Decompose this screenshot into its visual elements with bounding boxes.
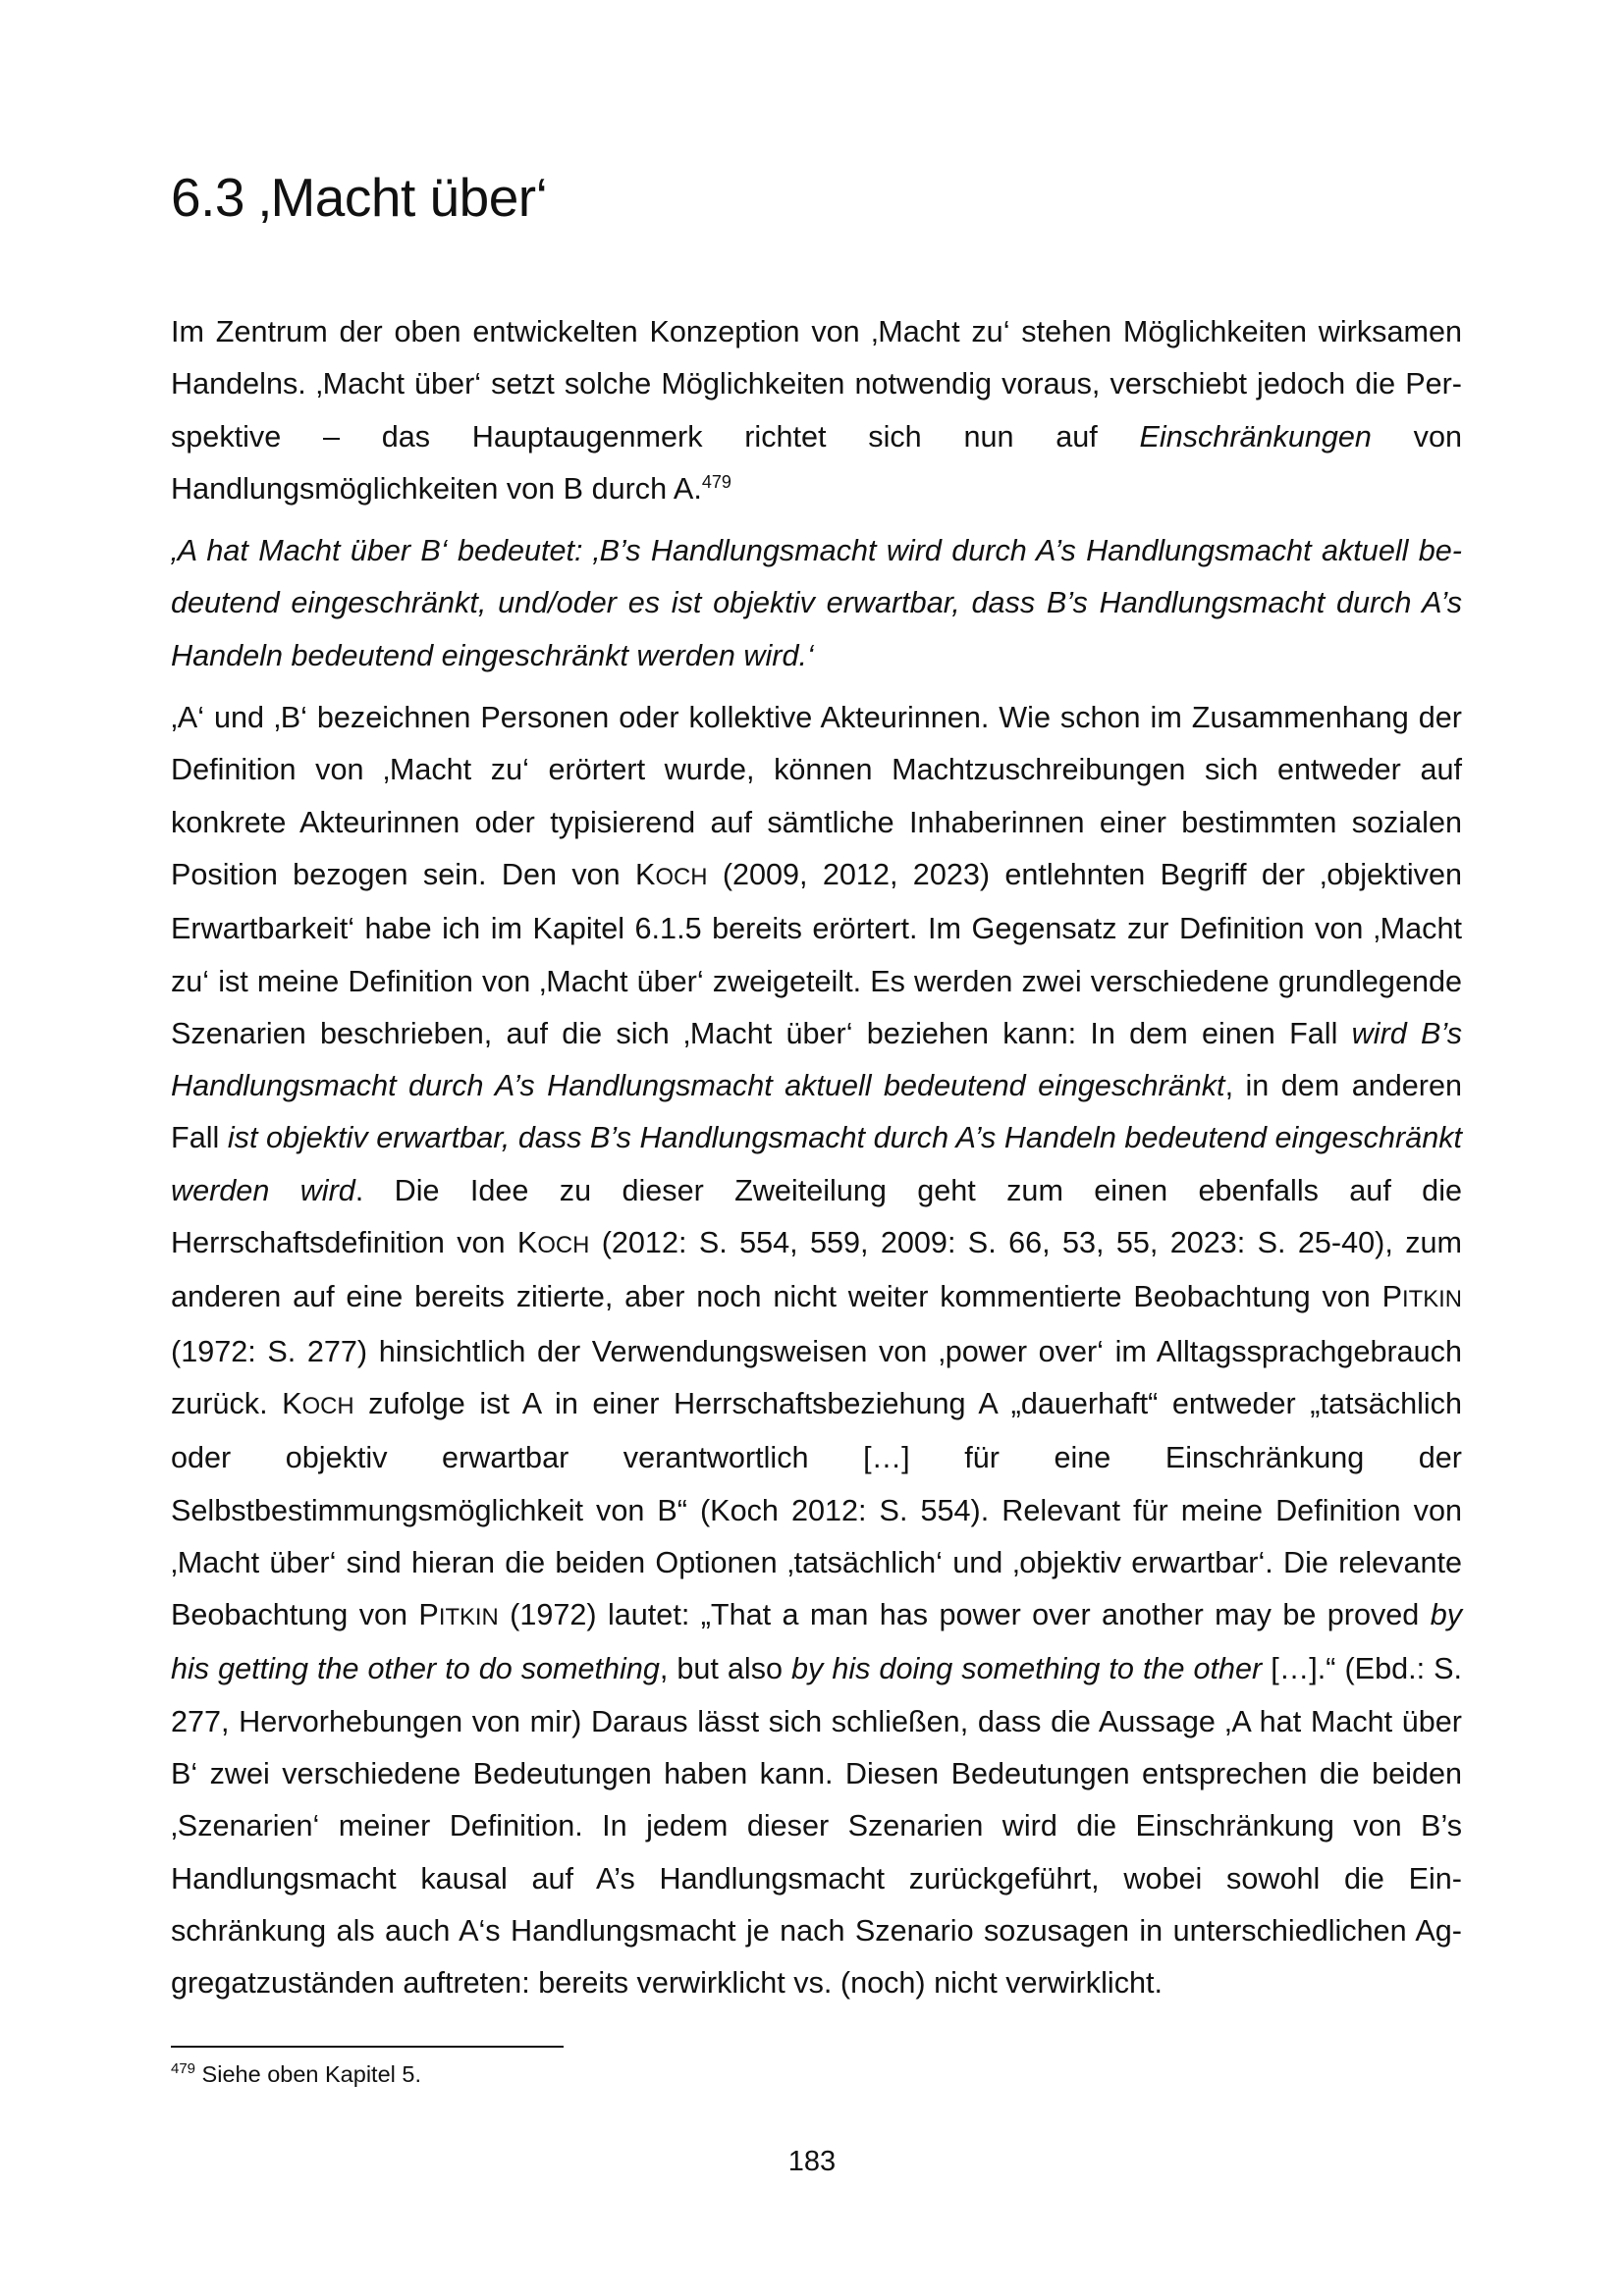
footnote-text: Siehe oben Kapitel 5. (195, 2061, 421, 2087)
footnote-divider (171, 2046, 564, 2048)
author-initial: K (282, 1386, 302, 1420)
intro-text: Im Zentrum der oben entwickelten Konzeption von ‚Macht zu‘ stehen Möglichkeiten wirksamen Handelns. ‚Macht über‘ setzt solche Möglichkeiten notwendig voraus, verschiebt jedoch die Perspektive – das Hauptaugenmerk richtet sich nun auf (171, 315, 1462, 454)
main-text-8: (1972) lautet: „That a man has power over another may be proved (498, 1598, 1431, 1632)
author-smallcaps: OCH (537, 1232, 590, 1259)
author-koch (517, 1226, 589, 1259)
author-pitkin (1382, 1280, 1462, 1313)
main-emphasis-3: by his getting the other to do something (171, 1598, 1462, 1686)
main-text-9: , but also (659, 1652, 792, 1686)
author-initial: K (516, 1226, 538, 1260)
author-koch (282, 1387, 353, 1420)
author-smallcaps: OCH (301, 1392, 354, 1419)
main-text-1: ‚A‘ und ‚B‘ bezeichnen Personen oder kollektive Akteurinnen. Wie schon im Zusammenhang der Definition von ‚Macht zu‘ erörtert wurde, können Machtzuschreibungen sich entweder auf konkrete Akteurinnen oder typisierend auf sämtliche Inhaberinnen einer bestimmten sozialen Position bezogen sein. Den von (171, 701, 1462, 891)
main-emphasis-2: ist objektiv erwartbar, dass B’s Handlungsmacht durch A’s Handeln bedeutend eingeschränkt werden wird (171, 1121, 1463, 1207)
author-initial: K (635, 857, 656, 891)
author-initial: P (418, 1598, 439, 1632)
footnote (171, 2061, 421, 2088)
paragraph-main (171, 692, 1462, 2009)
author-smallcaps: ITKIN (438, 1604, 499, 1631)
main-text-4: . Die Idee zu dieser Zweiteilung geht zum einen ebenfalls auf die Herrschaftsdefinition von (171, 1173, 1463, 1260)
section-heading: 6.3 ‚Macht über‘ (171, 167, 548, 228)
main-emphasis-1: wird B’s Handlungsmacht durch A’s Handlungsmacht aktuell bedeutend eingeschränkt (171, 1016, 1462, 1103)
footnote-number: 479 (171, 2060, 196, 2078)
page-number: 183 (787, 2146, 837, 2177)
main-emphasis-4: by his doing something to the other (791, 1652, 1263, 1686)
intro-text-end: von Handlungsmöglichkeiten von B durch A. (171, 419, 1463, 506)
main-text-3: , in dem anderen Fall (171, 1069, 1462, 1155)
author-smallcaps: ITKIN (1402, 1286, 1462, 1313)
main-text-5: (2012: S. 554, 559, 2009: S. 66, 53, 55, 2023: S. 25-40), zum anderen auf eine bereits zitierte, aber noch nicht weiter kommentierte Beobachtung von (171, 1226, 1462, 1314)
author-initial: P (1381, 1280, 1403, 1314)
body-text (171, 306, 1462, 2010)
main-text-7: zufolge ist A in einer Herrschaftsbeziehung A „dauerhaft“ entweder „tatsächlich oder objektiv erwartbar verantwortlich […] für eine Einschränkung der Selbstbestimmungsmöglichkeit von B“ (Koch 2012: S. 554). Relevant für meine Definition von ‚Macht über‘ sind hieran die beiden Optionen ‚tatsächlich‘ und ‚objektiv erwartbar‘. Die relevante Beobachtung von (171, 1386, 1462, 1632)
author-smallcaps: OCH (655, 863, 708, 890)
main-text-6: (1972: S. 277) hinsichtlich der Verwendungsweisen von ‚power over‘ im Alltagssprachgebrauch zurück. (171, 1334, 1462, 1420)
author-pitkin (418, 1598, 498, 1631)
author-koch (635, 858, 707, 891)
paragraph-intro (171, 306, 1462, 515)
intro-emphasis: Einschränkungen (1139, 419, 1372, 454)
footnote-reference[interactable]: 479 (701, 471, 731, 492)
definition-block: ‚A hat Macht über B‘ bedeutet: ‚B’s Handlungsmacht wird durch A’s Handlungsmacht aktuell bedeutend eingeschränkt, und/oder es ist objektiv erwartbar, dass B’s Handlungsmacht durch A’s Handeln bedeutend eingeschränkt werden wird.‘ (171, 534, 1462, 672)
main-text-2: (2009, 2012, 2023) entlehnten Begriff der ‚objektiven Erwartbarkeit‘ habe ich im Kapitel 6.1.5 bereits erörtert. Im Gegensatz zur Definition von ‚Macht zu‘ ist meine Definition von ‚Macht über‘ zweigeteilt. Es werden zwei verschiedene grundlegende Szenarien beschrieben, auf die sich ‚Macht über‘ beziehen kann: In dem einen Fall (171, 857, 1462, 1050)
main-text-10: […].“ (Ebd.: S. 277, Hervorhebungen von mir) Daraus lässt sich schließen, dass die Aussage ‚A hat Macht über B‘ zwei verschiedene Bedeutungen haben kann. Diesen Bedeutungen entsprechen die beiden ‚Szenarien‘ meiner Definition. In jedem dieser Szenarien wird die Einschränkung von B’s Handlungsmacht kausal auf A’s Handlungsmacht zurückgeführt, wobei sowohl die Einschränkung als auch A‘s Handlungsmacht je nach Szenario sozusagen in unterschiedlichen Aggregatzuständen auftreten: bereits verwirklicht vs. (noch) nicht verwirklicht. (171, 1652, 1462, 2001)
